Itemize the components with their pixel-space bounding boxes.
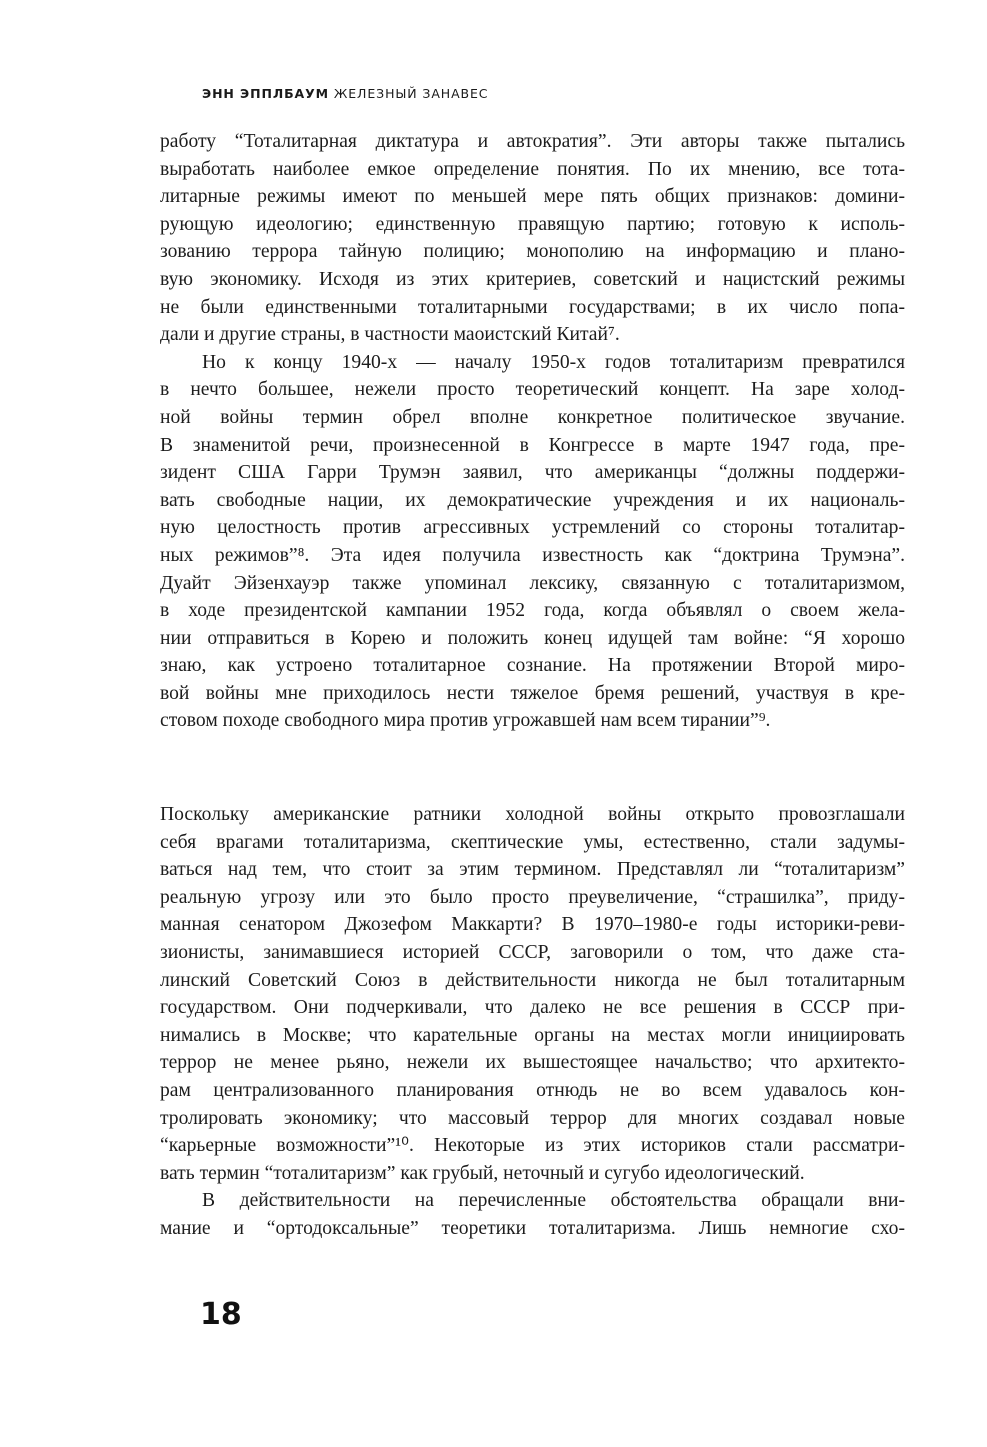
text-line: нимались в Москве; что карательные органы на местах могли инициировать — [160, 1024, 905, 1046]
text-line: линский Советский Союз в действительности никогда не был тоталитарным — [160, 969, 905, 991]
text-line: зидент США Гарри Трумэн заявил, что американцы “должны поддержи- — [160, 462, 905, 484]
text-line: себя врагами тоталитаризма, скептические умы, естественно, стали задумы- — [160, 831, 905, 853]
text-line: знаю, как устроено тоталитарное сознание. На протяжении Второй миро- — [160, 655, 905, 677]
text-line: государством. Они подчеркивали, что далеко не все решения в СССР при- — [160, 997, 905, 1019]
text-line: Дуайт Эйзенхауэр также упоминал лексику, связанную с тоталитаризмом, — [160, 572, 905, 594]
text-line: в нечто большее, нежели просто теоретический концепт. На заре холод- — [160, 379, 905, 401]
text-line: не были единственными тоталитарными государствами; в их число попа- — [160, 296, 905, 318]
text-line: Но к концу 1940-х — началу 1950-х годов тоталитаризм превратился — [202, 351, 905, 373]
running-header — [202, 86, 488, 101]
text-line: В действительности на перечисленные обстоятельства обращали вни- — [202, 1190, 905, 1212]
text-block-2 — [160, 801, 905, 1243]
text-line: вать свободные нации, их демократические учреждения и их националь- — [160, 489, 905, 511]
page-number: 18 — [200, 1297, 242, 1332]
text-line: ваться над тем, что стоит за этим термином. Представлял ли “тоталитаризм” — [160, 859, 905, 881]
text-line: вать термин “тоталитаризм” как грубый, неточный и сугубо идеологический. — [160, 1162, 805, 1184]
text-line: стовом походе свободного мира против угрожавшей нам всем тирании”⁹. — [160, 710, 771, 732]
text-line: рам централизованного планирования отнюдь не во всем удавалось кон- — [160, 1079, 905, 1101]
text-line: литарные режимы имеют по меньшей мере пять общих признаков: домини- — [160, 186, 905, 208]
header-book-title: ЖЕЛЕЗНЫЙ ЗАНАВЕС — [333, 86, 489, 101]
text-line: Поскольку американские ратники холодной войны открыто провозглашали — [160, 804, 905, 825]
paragraph-4 — [160, 1187, 905, 1242]
text-line: выработать наиболее емкое определение понятия. По их мнению, все тота- — [160, 158, 905, 180]
text-line: ной войны термин обрел вполне конкретное политическое звучание. — [160, 406, 905, 428]
text-block-1 — [160, 128, 905, 735]
text-line: “карьерные возможности”¹⁰. Некоторые из этих историков стали рассматри- — [160, 1135, 905, 1157]
text-line: ную целостность против агрессивных устремлений со стороны тоталитар- — [160, 517, 905, 539]
text-line: дали и другие страны, в частности маоистский Китай⁷. — [160, 324, 620, 346]
header-author: ЭНН ЭППЛБАУМ — [202, 86, 330, 101]
text-line: реальную угрозу или это было просто преувеличение, “страшилка”, приду- — [160, 886, 905, 908]
text-line: в ходе президентской кампании 1952 года, когда объявлял о своем жела- — [160, 600, 905, 622]
text-line: манная сенатором Джозефом Маккарти? В 1970–1980-е годы историки-реви- — [160, 914, 905, 936]
text-line: зионисты, занимавшиеся историей СССР, заговорили о том, что даже ста- — [160, 941, 905, 963]
paragraph-2 — [160, 349, 905, 735]
text-line: террор не менее рьяно, нежели их вышестоящее начальство; что архитекто- — [160, 1052, 905, 1074]
text-line: вой войны мне приходилось нести тяжелое бремя решений, участвуя в кре- — [160, 682, 905, 704]
text-line: зованию террора тайную полицию; монополию на информацию и плано- — [160, 241, 905, 263]
text-line: мание и “ортодоксальные” теоретики тоталитаризма. Лишь немногие схо- — [160, 1217, 905, 1239]
text-line: работу “Тоталитарная диктатура и автократия”. Эти авторы также пытались — [160, 131, 905, 152]
text-line: рующую идеологию; единственную правящую партию; готовую к исполь- — [160, 213, 905, 235]
text-line: тролировать экономику; что массовый террор для многих создавал новые — [160, 1107, 905, 1129]
text-line: В знаменитой речи, произнесенной в Конгрессе в марте 1947 года, пре- — [160, 434, 905, 456]
text-line: нии отправиться в Корею и положить конец идущей там войне: “Я хорошо — [160, 627, 905, 649]
paragraph-1 — [160, 128, 905, 349]
paragraph-3 — [160, 801, 905, 1187]
text-line: вую экономику. Исходя из этих критериев, советский и нацистский режимы — [160, 268, 905, 290]
text-line: ных режимов”⁸. Эта идея получила известность как “доктрина Трумэна”. — [160, 544, 905, 566]
